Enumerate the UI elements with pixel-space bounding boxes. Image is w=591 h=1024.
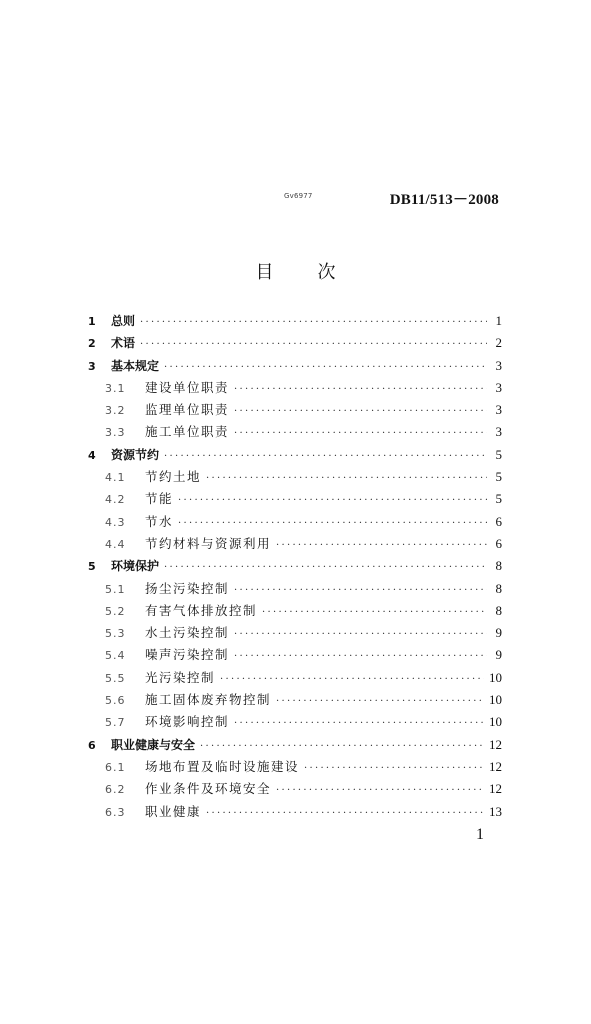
toc-entry-page: 3 <box>495 357 502 373</box>
toc-entry-page: 12 <box>489 781 502 797</box>
toc-dot-leader <box>234 381 487 399</box>
toc-entry-number: 2 <box>88 337 96 351</box>
toc-section-entry[interactable] <box>88 691 502 713</box>
toc-entry-page: 13 <box>489 803 502 819</box>
toc-entry-number: 1 <box>88 315 96 328</box>
toc-entry-page: 5 <box>495 491 502 507</box>
toc-entry-number: 3 <box>88 359 96 373</box>
toc-entry-page: 8 <box>495 558 502 574</box>
toc-entry-page: 5 <box>495 469 502 485</box>
toc-entry-number: 4 <box>88 448 96 462</box>
toc-dot-leader <box>234 715 484 733</box>
table-of-contents <box>88 312 502 825</box>
toc-entry-page: 8 <box>495 580 502 596</box>
toc-section-entry[interactable] <box>88 780 502 802</box>
toc-entry-number: 6.1 <box>105 760 126 774</box>
toc-section-entry[interactable] <box>88 803 502 825</box>
toc-entry-title: 节约土地 <box>145 469 202 485</box>
toc-entry-number: 4.3 <box>105 515 126 529</box>
toc-entry-title: 建设单位职责 <box>145 379 230 395</box>
toc-entry-number: 4.2 <box>105 493 126 507</box>
toc-dot-leader <box>234 626 487 644</box>
toc-entry-title: 噪声污染控制 <box>145 647 230 663</box>
toc-dot-leader <box>206 470 487 488</box>
toc-dot-leader <box>234 403 487 421</box>
toc-entry-number: 5.2 <box>105 604 126 618</box>
toc-entry-number: 3.3 <box>105 426 126 440</box>
toc-dot-leader <box>164 448 487 466</box>
toc-entry-title: 环境影响控制 <box>145 714 230 730</box>
toc-entry-title: 场地布置及临时设施建设 <box>145 758 300 774</box>
page-number: 1 <box>476 826 484 843</box>
toc-entry-page: 3 <box>495 402 502 418</box>
toc-entry-number: 5.3 <box>105 627 126 641</box>
toc-entry-page: 10 <box>489 669 502 685</box>
toc-entry-page: 6 <box>495 513 502 529</box>
toc-chapter-entry[interactable] <box>88 557 502 579</box>
toc-entry-title: 扬尘污染控制 <box>145 580 230 596</box>
toc-section-entry[interactable] <box>88 713 502 735</box>
toc-entry-page: 9 <box>495 625 502 641</box>
toc-section-entry[interactable] <box>88 513 502 535</box>
toc-chapter-entry[interactable] <box>88 357 502 379</box>
toc-entry-title: 有害气体排放控制 <box>145 602 258 618</box>
toc-entry-number: 5.6 <box>105 694 126 708</box>
toc-section-entry[interactable] <box>88 602 502 624</box>
toc-entry-title: 节约材料与资源利用 <box>145 535 272 551</box>
toc-section-entry[interactable] <box>88 423 502 445</box>
toc-entry-title: 节能 <box>145 491 174 507</box>
toc-dot-leader <box>140 314 487 332</box>
toc-dot-leader <box>276 537 487 555</box>
toc-dot-leader <box>206 805 484 823</box>
toc-chapter-entry[interactable] <box>88 446 502 468</box>
toc-section-entry[interactable] <box>88 758 502 780</box>
document-stamp: Gv6977 <box>284 192 313 200</box>
toc-entry-page: 6 <box>495 535 502 551</box>
toc-entry-title: 术语 <box>111 336 136 351</box>
toc-entry-number: 5.1 <box>105 582 126 596</box>
toc-dot-leader <box>178 515 487 533</box>
toc-entry-page: 12 <box>489 758 502 774</box>
toc-entry-title: 总则 <box>111 314 136 328</box>
toc-entry-title: 作业条件及环境安全 <box>145 781 272 797</box>
toc-dot-leader <box>164 559 487 577</box>
toc-entry-number: 3.1 <box>105 381 126 395</box>
toc-section-entry[interactable] <box>88 580 502 602</box>
toc-entry-title: 光污染控制 <box>145 669 216 685</box>
toc-entry-title: 职业健康 <box>145 803 202 819</box>
toc-chapter-entry[interactable] <box>88 334 502 356</box>
toc-entry-title: 基本规定 <box>111 358 160 373</box>
toc-entry-page: 9 <box>495 647 502 663</box>
toc-entry-number: 3.2 <box>105 404 126 418</box>
toc-dot-leader <box>276 782 484 800</box>
toc-entry-number: 5.4 <box>105 649 126 663</box>
toc-dot-leader <box>220 671 484 689</box>
toc-dot-leader <box>234 425 487 443</box>
toc-entry-number: 4.1 <box>105 471 126 485</box>
toc-entry-number: 6.3 <box>105 805 126 819</box>
toc-dot-leader <box>262 604 487 622</box>
toc-entry-page: 2 <box>495 335 502 351</box>
toc-entry-page: 8 <box>495 602 502 618</box>
toc-dot-leader <box>178 492 487 510</box>
toc-entry-number: 6.2 <box>105 783 126 797</box>
toc-title: 目次 <box>255 262 380 283</box>
toc-entry-title: 施工单位职责 <box>145 424 230 440</box>
toc-section-entry[interactable] <box>88 669 502 691</box>
toc-section-entry[interactable] <box>88 379 502 401</box>
toc-entry-number: 6 <box>88 738 96 752</box>
toc-entry-title: 资源节约 <box>111 447 160 462</box>
toc-dot-leader <box>200 738 484 756</box>
toc-dot-leader <box>164 359 487 377</box>
toc-entry-title: 水土污染控制 <box>145 625 230 641</box>
toc-dot-leader <box>234 648 487 666</box>
toc-entry-page: 3 <box>495 424 502 440</box>
toc-entry-page: 12 <box>489 736 502 752</box>
toc-dot-leader <box>304 760 484 778</box>
toc-entry-page: 3 <box>495 379 502 395</box>
toc-chapter-entry[interactable] <box>88 736 502 758</box>
toc-dot-leader <box>276 693 484 711</box>
toc-entry-page: 1 <box>495 313 502 328</box>
toc-entry-title: 节水 <box>145 513 174 529</box>
toc-entry-title: 施工固体废弃物控制 <box>145 692 272 708</box>
toc-entry-number: 4.4 <box>105 537 126 551</box>
toc-dot-leader <box>140 336 487 354</box>
toc-entry-page: 5 <box>495 446 502 462</box>
toc-entry-page: 10 <box>489 714 502 730</box>
toc-entry-number: 5 <box>88 560 96 574</box>
toc-section-entry[interactable] <box>88 646 502 668</box>
toc-section-entry[interactable] <box>88 535 502 557</box>
toc-dot-leader <box>234 582 487 600</box>
toc-section-entry[interactable] <box>88 468 502 490</box>
toc-entry-title: 职业健康与安全 <box>111 737 196 752</box>
toc-chapter-entry[interactable] <box>88 312 502 334</box>
toc-entry-title: 环境保护 <box>111 559 160 574</box>
toc-section-entry[interactable] <box>88 401 502 423</box>
toc-entry-page: 10 <box>489 692 502 708</box>
standard-code: DB11/513－2008 <box>389 192 499 208</box>
toc-entry-title: 监理单位职责 <box>145 402 230 418</box>
toc-entry-number: 5.7 <box>105 716 126 730</box>
toc-section-entry[interactable] <box>88 490 502 512</box>
toc-section-entry[interactable] <box>88 624 502 646</box>
toc-entry-number: 5.5 <box>105 671 126 685</box>
